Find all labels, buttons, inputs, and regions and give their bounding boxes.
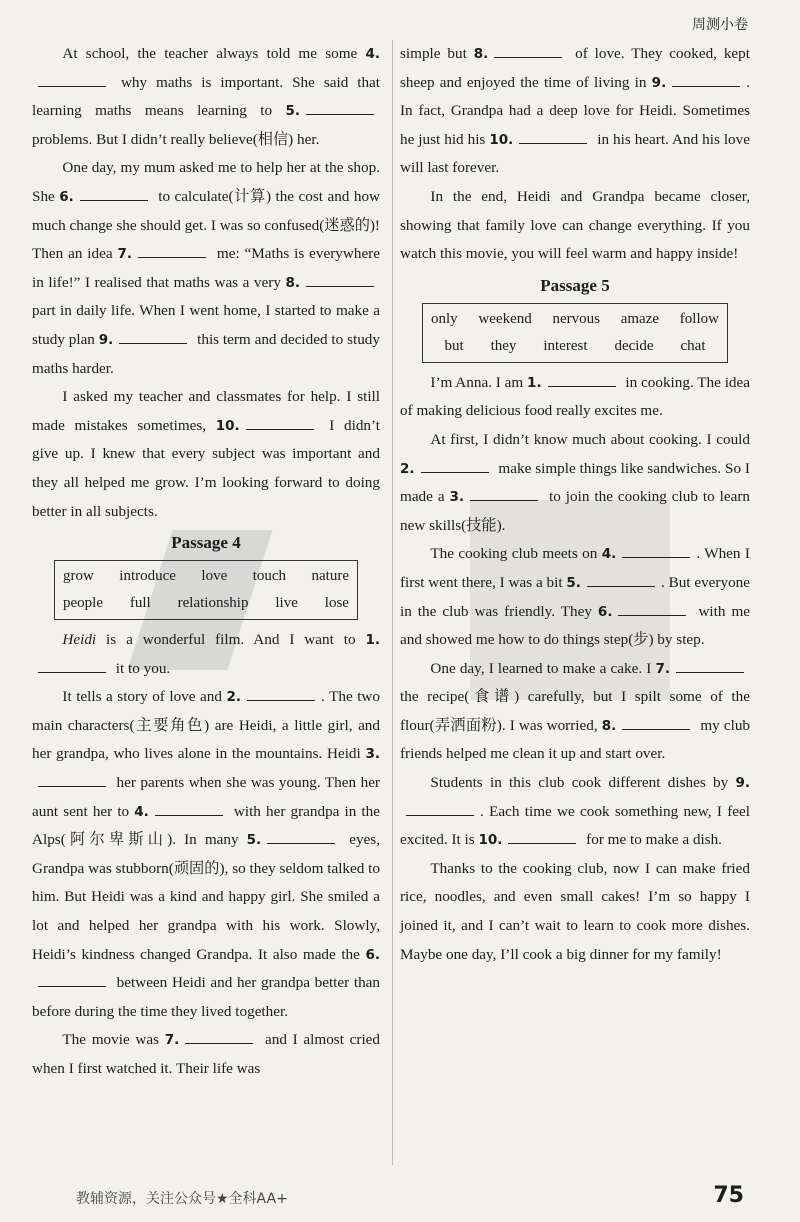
word-bank-item: but: [444, 337, 464, 354]
answer-blank-p5-5[interactable]: [587, 585, 655, 587]
passage4-title: Passage 4: [171, 533, 241, 553]
word-bank-item: touch: [252, 568, 287, 585]
passage4-paragraph-4: In the end, Heidi and Grandpa became closer, showing that family love can change everything. If you watch this movie, you will feel warm and happy inside!: [400, 187, 750, 263]
answer-blank-p5-9[interactable]: [406, 814, 474, 816]
word-bank-row-1: [431, 306, 719, 333]
answer-blank-7[interactable]: [138, 256, 206, 258]
word-bank-item: grow: [63, 568, 94, 585]
word-bank-row-1: [63, 563, 349, 590]
left-column: [32, 40, 380, 1084]
word-bank-item: love: [201, 568, 228, 585]
passage5-paragraph-1: I’m Anna. I am 1. in cooking. The idea of making delicious food really excites me.: [400, 373, 750, 420]
answer-blank-p5-10[interactable]: [508, 842, 576, 844]
answer-blank-5[interactable]: [306, 113, 374, 115]
word-bank-item: introduce: [119, 568, 176, 585]
passage4-word-bank: [54, 560, 358, 620]
page-header: 周测小卷: [692, 17, 748, 33]
answer-blank-p4-1[interactable]: [38, 671, 106, 673]
answer-blank-p4-10[interactable]: [519, 142, 587, 144]
answer-blank-p4-7[interactable]: [185, 1042, 253, 1044]
answer-blank-p4-8[interactable]: [494, 56, 562, 58]
word-bank-item: full: [129, 595, 151, 612]
word-bank-item: they: [490, 337, 517, 354]
answer-blank-p4-6[interactable]: [38, 985, 106, 987]
answer-blank-p4-4[interactable]: [155, 814, 223, 816]
passage4-paragraph-2: It tells a story of love and 2. . The two main characters(主要角色) are Heidi, a little girl, and her grandpa, who lives alone in the mountains. Heidi 3. her parents when she was young. Then her aunt sent her to 4. with her grandpa in the Alps(阿尔卑斯山). In many 5. eyes, Grandpa was stubborn(顽固的), so they seldom talked to him. But Heidi was a kind and happy girl. She smiled a lot and helped her grandpa with his work. Slowly, Heidi’s kindness changed Grandpa. It also made the 6. between Heidi and her grandpa better than before during the time they lived together.: [32, 688, 380, 1020]
passage5-paragraph-3: The cooking club meets on 4. . When I first went there, I was a bit 5. . But everyone in the club was friendly. They 6. with me and showed me how to do things step(步) by step.: [400, 545, 750, 649]
passage5-paragraph-5: Students in this club cook different dishes by 9.. Each time we cook something new, I feel excited. It is 10. for me to make a dish.: [400, 774, 750, 849]
passage3-paragraph-1: At school, the teacher always told me some 4. why maths is important. She said that learning maths means learning to 5. problems. But I didn’t really believe(相信) her.: [32, 45, 380, 148]
passage5-paragraph-6: Thanks to the cooking club, now I can make fried rice, noodles, and even small cakes! I’m so happy I joined it, and I can’t wait to learn to cook more dishes. Maybe one day, I’ll cook a big dinner for my family!: [400, 859, 750, 963]
word-bank-item: nervous: [552, 310, 600, 327]
answer-blank-p4-3[interactable]: [38, 785, 106, 787]
word-bank-item: lose: [324, 595, 349, 612]
right-column: [400, 40, 750, 969]
answer-blank-p5-6[interactable]: [618, 614, 686, 616]
answer-blank-p4-2[interactable]: [247, 699, 315, 701]
answer-blank-p4-9[interactable]: [672, 85, 740, 87]
passage5-paragraph-4: One day, I learned to make a cake. I 7. the recipe(食谱) carefully, but I spilt some of the flour(弄洒面粉). I was worried, 8. my club friends helped me clean it up and start over.: [400, 659, 751, 763]
page-number: 75: [713, 1183, 744, 1208]
passage4-paragraph-3: The movie was 7. and I almost cried when I first watched it. Their life was: [32, 1031, 380, 1077]
word-bank-item: chat: [680, 337, 706, 354]
word-bank-item: weekend: [478, 310, 532, 327]
passage3-paragraph-3: I asked my teacher and classmates for help. I still made mistakes sometimes, 10. I didn’t give up. I knew that every subject was important and they all helped me grow. I’m looking forward to doing better in all subjects.: [32, 388, 381, 520]
word-bank-item: live: [275, 595, 298, 612]
passage5-word-bank: [422, 303, 728, 363]
answer-blank-4[interactable]: [38, 85, 106, 87]
answer-blank-9[interactable]: [119, 342, 187, 344]
answer-blank-p5-7[interactable]: [676, 671, 744, 673]
word-bank-item: follow: [679, 310, 719, 327]
answer-blank-6[interactable]: [80, 199, 148, 201]
answer-blank-8[interactable]: [306, 285, 374, 287]
word-bank-item: people: [63, 595, 103, 612]
passage4-paragraph-1: Heidi is a wonderful film. And I want to 1. it to you.: [32, 626, 380, 683]
answer-blank-p5-2[interactable]: [421, 471, 489, 473]
word-bank-row-2: [63, 590, 349, 617]
answer-blank-p5-8[interactable]: [622, 728, 690, 730]
column-divider: [392, 40, 393, 1165]
passage5-paragraph-2: At first, I didn’t know much about cooking. I could 2. make simple things like sandwiches. So I made a 3. to join the cooking club to learn new skills(技能).: [400, 430, 750, 534]
passage3-paragraph-2: One day, my mum asked me to help her at the shop. She 6. to calculate(计算) the cost and how much change she should get. I was so confused(迷惑的)! Then an idea 7. me: “Maths is everywhere in life!” I realised that maths was a very 8. part in daily life. When I went home, I started to make a study plan 9. this term and decided to study maths harder.: [32, 159, 381, 377]
footer-note: 教辅资源，关注公众号★全科AA+: [76, 1191, 288, 1207]
answer-blank-p5-4[interactable]: [622, 556, 690, 558]
word-bank-row-2: [431, 333, 719, 360]
answer-blank-10[interactable]: [246, 428, 314, 430]
word-bank-item: relationship: [177, 595, 249, 612]
passage4-paragraph-3-cont: simple but 8. of love. They cooked, kept sheep and enjoyed the time of living in 9. . In fact, Grandpa had a deep love for Heidi. Sometimes he just hid his 10. in his heart. And his love will last forever.: [400, 45, 750, 177]
answer-blank-p4-5[interactable]: [267, 842, 335, 844]
word-bank-item: only: [431, 310, 458, 327]
word-bank-item: decide: [614, 337, 654, 354]
word-bank-item: amaze: [620, 310, 660, 327]
word-bank-item: interest: [543, 337, 588, 354]
answer-blank-p5-3[interactable]: [470, 499, 538, 501]
answer-blank-p5-1[interactable]: [548, 385, 616, 387]
passage5-title: Passage 5: [540, 275, 610, 295]
word-bank-item: nature: [311, 568, 349, 585]
